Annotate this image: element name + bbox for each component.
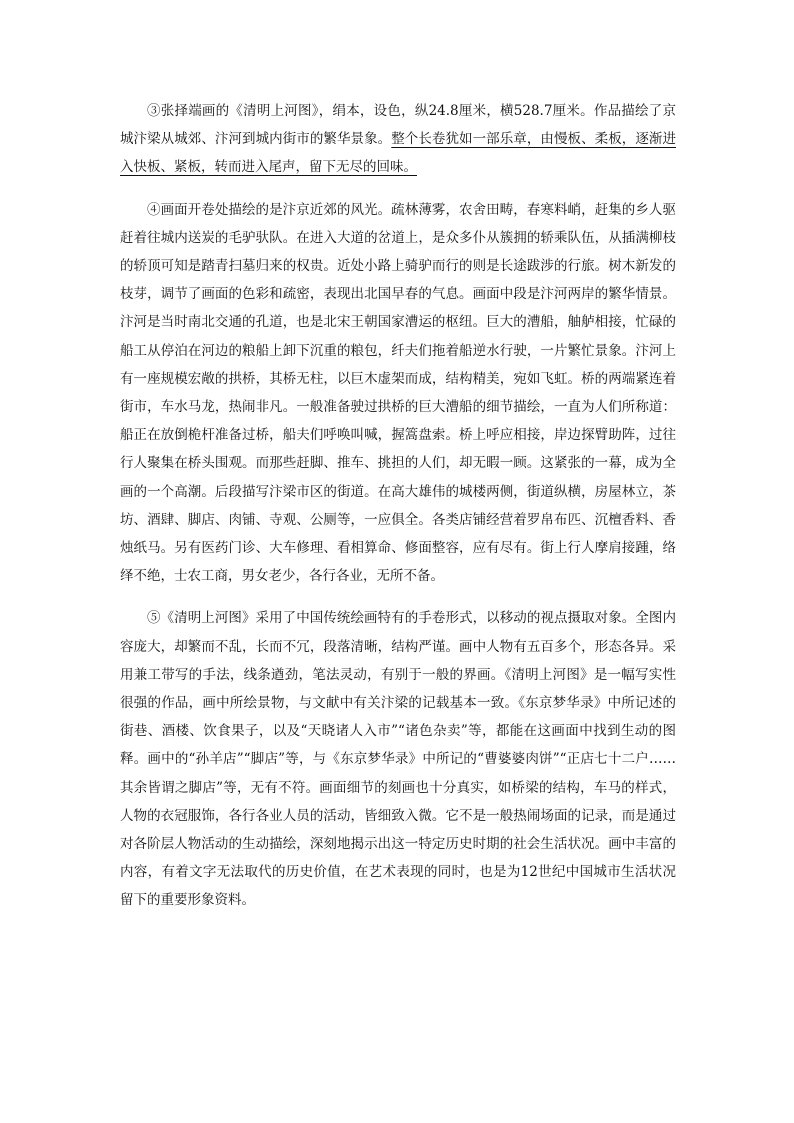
paragraph-5: [120, 604, 676, 914]
paragraph-3: [120, 97, 676, 182]
paragraph-4-text: ④画面开卷处描绘的是汴京近郊的风光。疏林薄雾，农舍田畴，春寒料峭，赶集的乡人驱赶着往城内送炭的毛驴驮队。在进入大道的岔道上，是众多仆从簇拥的轿乘队伍，从插满柳枝的轿顶可知是踏青扫墓归来的权贵。近处小路上骑驴而行的则是长途跋涉的行旅。树木新发的枝芽，调节了画面的色彩和疏密，表现出北国早春的气息。画面中段是汴河两岸的繁华情景。汴河是当时南北交通的孔道，也是北宋王朝国家漕运的枢纽。巨大的漕船，舳舻相接，忙碌的船工从停泊在河边的粮船上卸下沉重的粮包，纤夫们拖着船逆水行驶，一片繁忙景象。汴河上有一座规模宏敞的拱桥，其桥无柱，以巨木虚架而成，结构精美，宛如飞虹。桥的两端紧连着街市，车水马龙，热闹非凡。一般准备驶过拱桥的巨大漕船的细节描绘，一直为人们所称道：船正在放倒桅杆准备过桥，船夫们呼唤叫喊，握篙盘索。桥上呼应相接，岸边探臂助阵，过往行人聚集在桥头围观。而那些赶脚、推车、挑担的人们，却无暇一顾。这紧张的一幕，成为全画的一个高潮。后段描写汴梁市区的街道。在高大雄伟的城楼两侧，街道纵横，房屋林立，茶坊、酒肆、脚店、肉铺、寺观、公厕等，一应俱全。各类店铺经营着罗帛布匹、沉檀香料、香烛纸马。另有医药门诊、大车修理、看相算命、修面整容，应有尽有。街上行人摩肩接踵，络绎不绝，士农工商，男女老少，各行各业，无所不备。: [120, 201, 676, 585]
paragraph-5-text: ⑤《清明上河图》采用了中国传统绘画特有的手卷形式，以移动的视点摄取对象。全图内容庞大，却繁而不乱，长而不冗，段落清晰，结构严谨。画中人物有五百多个，形态各异。采用兼工带写的手法，线条遒劲，笔法灵动，有别于一般的界画。《清明上河图》是一幅写实性很强的作品，画中所绘景物，与文献中有关汴梁的记载基本一致。《东京梦华录》中所记述的街巷、酒楼、饮食果子，以及“天晓诸人入市”“诸色杂卖”等，都能在这画面中找到生动的图释。画中的“孙羊店”“脚店”等，与《东京梦华录》中所记的“曹婆婆肉饼”“正店七十二户……其余皆谓之脚店”等，无有不符。画面细节的刻画也十分真实，如桥梁的结构，车马的样式，人物的衣冠服饰，各行各业人员的活动，皆细致入微。它不是一般热闹场面的记录，而是通过对各阶层人物活动的生动描绘，深刻地揭示出这一特定历史时期的社会生活状况。画中丰富的内容，有着文字无法取代的历史价值，在艺术表现的同时，也是为12世纪中国城市生活状况留下的重要形象资料。: [120, 610, 676, 909]
article-body: [120, 97, 676, 929]
paragraph-3-text: ③张择端画的《清明上河图》，绢本，设色，纵24.8厘米，横528.7厘米。作品描绘了京城汴梁从城郊、汴河到城内街市的繁华景象。: [120, 103, 676, 148]
paragraph-4: [120, 196, 676, 591]
paragraph-3-underlined-sentence: 整个长卷犹如一部乐章，由慢板、柔板，逐渐进入快板、紧板，转而进入尾声，留下无尽的回味。: [120, 131, 676, 176]
